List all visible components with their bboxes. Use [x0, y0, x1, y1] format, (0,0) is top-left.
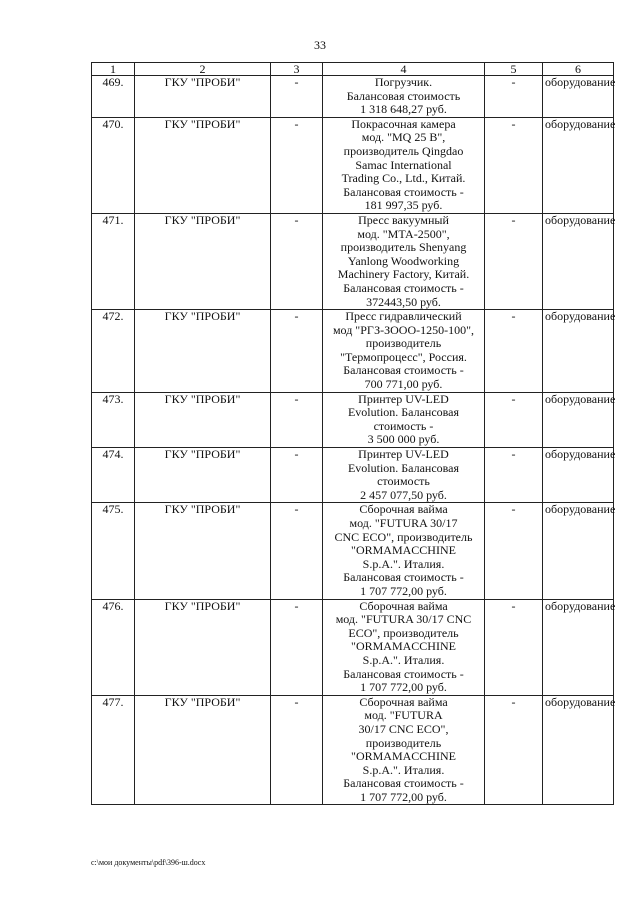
description-line: 181 997,35 руб. [364, 198, 443, 213]
table-header-row [92, 63, 614, 76]
table-body [92, 76, 614, 805]
description-line: Покрасочная камера [351, 116, 456, 131]
description-cell [323, 392, 485, 447]
row-number: 470. [92, 117, 135, 213]
description-line: "ORMAMACCHINE [351, 749, 456, 764]
description-line: производитель [365, 735, 442, 750]
description-line: Сборочная вайма [359, 502, 448, 517]
description-line: Балансовая стоимость - [343, 184, 464, 199]
description-line: Сборочная вайма [359, 598, 448, 613]
description-line: мод. "FUTURA [364, 708, 443, 723]
description-line: Пресс гидравлический [345, 309, 462, 324]
description-line: Evolution. Балансовая [347, 460, 460, 475]
description-line: "ORMAMACCHINE [351, 543, 456, 558]
description-line: Пресс вакуумный [358, 212, 449, 227]
description-line: 372443,50 руб. [366, 294, 441, 309]
table-row [92, 503, 614, 599]
column-3-cell: - [271, 448, 323, 503]
description-line: S.p.A.". Италия. [362, 556, 445, 571]
description-cell [323, 310, 485, 393]
table-row [92, 695, 614, 805]
description-line: Погрузчик. [374, 75, 433, 89]
column-5-cell: - [485, 76, 543, 118]
description-line: S.p.A.". Италия. [362, 762, 445, 777]
organization-cell: ГКУ "ПРОБИ" [135, 448, 271, 503]
description-cell [323, 76, 485, 118]
footer-file-path: c:\мои документы\pdf\396-ш.docx [91, 858, 206, 867]
asset-type-cell: оборудование [543, 310, 614, 393]
column-header-5: 5 [485, 63, 543, 76]
column-5-cell: - [485, 310, 543, 393]
description-line: Принтер UV-LED [358, 391, 449, 406]
description-line: ECO", производитель [348, 625, 459, 640]
organization-cell: ГКУ "ПРОБИ" [135, 76, 271, 118]
column-3-cell: - [271, 392, 323, 447]
description-line: "Термопроцесс", Россия. [340, 349, 467, 364]
description-cell [323, 213, 485, 309]
description-line: мод "РГЗ-ЗООО-1250-100", [332, 322, 475, 337]
asset-type-cell: оборудование [543, 117, 614, 213]
description-line: Yanlong Woodworking [347, 253, 460, 268]
row-number: 475. [92, 503, 135, 599]
description-line: мод. "FUTURA 30/17 [349, 516, 458, 530]
description-line: Балансовая стоимость - [343, 570, 464, 585]
row-number: 472. [92, 310, 135, 393]
description-line: Сборочная вайма [359, 694, 448, 709]
description-line: S.p.A.". Италия. [362, 652, 445, 667]
table-row [92, 392, 614, 447]
table-row [92, 448, 614, 503]
column-3-cell: - [271, 503, 323, 599]
table-row [92, 599, 614, 695]
organization-cell: ГКУ "ПРОБИ" [135, 310, 271, 393]
table-row [92, 76, 614, 118]
column-header-1: 1 [92, 63, 135, 76]
description-line: CNC ECO", производитель [334, 529, 473, 544]
column-5-cell: - [485, 213, 543, 309]
description-line: стоимость [377, 474, 430, 489]
description-cell [323, 117, 485, 213]
description-line: мод. "FUTURA 30/17 CNC [335, 612, 472, 627]
description-cell [323, 448, 485, 503]
description-line: 30/17 CNC ECO", [358, 721, 449, 736]
description-line: 700 771,00 руб. [364, 377, 443, 392]
table-row [92, 310, 614, 393]
row-number: 476. [92, 599, 135, 695]
organization-cell: ГКУ "ПРОБИ" [135, 213, 271, 309]
description-line: Балансовая стоимость - [343, 776, 464, 791]
column-header-3: 3 [271, 63, 323, 76]
row-number: 469. [92, 76, 135, 118]
column-5-cell: - [485, 599, 543, 695]
description-cell [323, 503, 485, 599]
description-line: 1 318 648,27 руб. [360, 102, 447, 117]
column-3-cell: - [271, 76, 323, 118]
column-header-4: 4 [323, 63, 485, 76]
description-cell [323, 599, 485, 695]
asset-type-cell: оборудование [543, 76, 614, 118]
asset-type-cell: оборудование [543, 392, 614, 447]
description-line: 3 500 000 руб. [367, 432, 440, 447]
row-number: 473. [92, 392, 135, 447]
page-number: 33 [314, 38, 326, 52]
column-3-cell: - [271, 310, 323, 393]
table-row [92, 117, 614, 213]
column-5-cell: - [485, 117, 543, 213]
column-5-cell: - [485, 392, 543, 447]
description-line: Балансовая стоимость [346, 88, 461, 103]
description-line: производитель Shenyang [340, 240, 467, 255]
description-line: мод. "МТА-2500", [357, 226, 450, 241]
asset-type-cell: оборудование [543, 695, 614, 805]
description-line: Machinery Factory, Китай. [337, 267, 470, 282]
description-cell [323, 695, 485, 805]
row-number: 471. [92, 213, 135, 309]
description-line: производитель [365, 336, 442, 351]
description-line: мод. "MQ 25 B", [361, 130, 446, 145]
column-header-6: 6 [543, 63, 614, 76]
description-line: Принтер UV-LED [358, 447, 449, 462]
description-line: Evolution. Балансовая [347, 405, 460, 420]
description-line: Балансовая стоимость - [343, 363, 464, 378]
table-row [92, 213, 614, 309]
organization-cell: ГКУ "ПРОБИ" [135, 503, 271, 599]
organization-cell: ГКУ "ПРОБИ" [135, 599, 271, 695]
asset-registry-table [91, 62, 614, 805]
description-line: Samac International [355, 157, 452, 172]
description-line: Trading Co., Ltd., Китай. [341, 171, 466, 186]
description-line: Балансовая стоимость - [343, 280, 464, 295]
column-header-2: 2 [135, 63, 271, 76]
column-5-cell: - [485, 503, 543, 599]
asset-type-cell: оборудование [543, 503, 614, 599]
description-line: стоимость - [373, 418, 434, 433]
description-line: Балансовая стоимость - [343, 666, 464, 681]
description-line: 2 457 077,50 руб. [360, 487, 447, 502]
column-3-cell: - [271, 117, 323, 213]
column-5-cell: - [485, 695, 543, 805]
asset-type-cell: оборудование [543, 213, 614, 309]
column-3-cell: - [271, 599, 323, 695]
organization-cell: ГКУ "ПРОБИ" [135, 392, 271, 447]
asset-type-cell: оборудование [543, 448, 614, 503]
description-line: 1 707 772,00 руб. [360, 583, 447, 598]
description-line: 1 707 772,00 руб. [360, 789, 447, 804]
description-line: "ORMAMACCHINE [351, 639, 456, 654]
column-5-cell: - [485, 448, 543, 503]
column-3-cell: - [271, 695, 323, 805]
organization-cell: ГКУ "ПРОБИ" [135, 695, 271, 805]
organization-cell: ГКУ "ПРОБИ" [135, 117, 271, 213]
column-3-cell: - [271, 213, 323, 309]
row-number: 477. [92, 695, 135, 805]
asset-type-cell: оборудование [543, 599, 614, 695]
row-number: 474. [92, 448, 135, 503]
description-line: производитель Qingdao [343, 143, 464, 158]
description-line: 1 707 772,00 руб. [360, 680, 447, 695]
